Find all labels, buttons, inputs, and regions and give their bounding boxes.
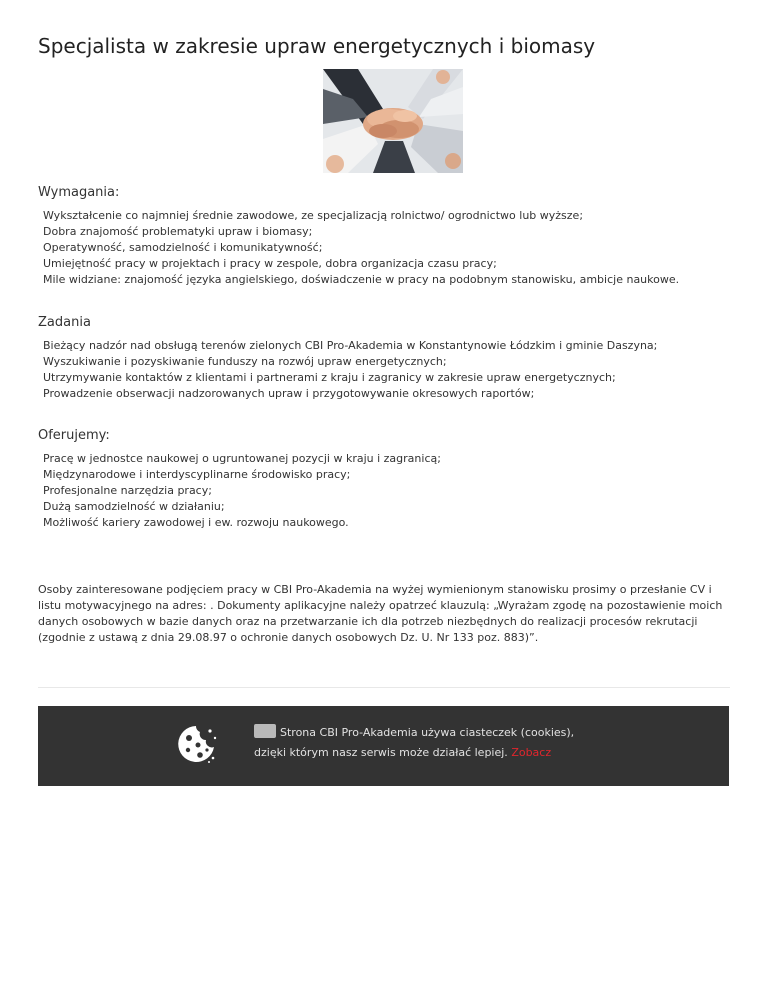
page-title: Specjalista w zakresie upraw energetycznych i biomasy [38,34,596,58]
list-item: Bieżący nadzór nad obsługą terenów zielonych CBI Pro-Akademia w Konstantynowie Łódzkim i gminie Daszyna; [43,339,658,352]
tasks-heading: Zadania [38,315,91,330]
cookie-more-link[interactable]: Zobacz [511,746,552,759]
list-item: Pracę w jednostce naukowej o ugruntowanej pozycji w kraju i zagranicą; [43,452,441,465]
offer-heading: Oferujemy: [38,428,110,443]
list-item: Wyszukiwanie i pozyskiwanie funduszy na rozwój upraw energetycznych; [43,355,447,368]
cookie-icon [176,723,218,765]
requirements-list [43,208,679,288]
teamwork-hands-image [323,69,463,173]
tasks-list [43,338,657,402]
list-item: Prowadzenie obserwacji nadzorowanych upraw i przygotowywanie okresowych raportów; [43,387,535,400]
cookie-close-button[interactable] [254,724,276,738]
list-item: Dobra znajomość problematyki upraw i biomasy; [43,225,313,238]
teamwork-hands-photo [323,69,463,173]
cookie-line-1: Strona CBI Pro-Akademia używa ciasteczek (cookies), [280,726,575,739]
list-item: Umiejętność pracy w projektach i pracy w zespole, dobra organizacja czasu pracy; [43,257,497,270]
list-item: Międzynarodowe i interdyscyplinarne środowisko pracy; [43,468,351,481]
cookie-line-2: dzięki którym nasz serwis może działać lepiej. [254,746,508,759]
cookie-message [254,723,654,763]
list-item: Profesjonalne narzędzia pracy; [43,484,212,497]
requirements-heading: Wymagania: [38,185,120,200]
cookie-bar [38,706,729,786]
list-item: Utrzymywanie kontaktów z klientami i partnerami z kraju i zagranicy w zakresie upraw energetycznych; [43,371,616,384]
list-item: Dużą samodzielność w działaniu; [43,500,225,513]
divider [38,687,730,688]
list-item: Wykształcenie co najmniej średnie zawodowe, ze specjalizacją rolnictwo/ ogrodnictwo lub wyższe; [43,209,584,222]
list-item: Mile widziane: znajomość języka angielskiego, doświadczenie w pracy na podobnym stanowisku, ambicje naukowe. [43,273,680,286]
list-item: Operatywność, samodzielność i komunikatywność; [43,241,323,254]
list-item: Możliwość kariery zawodowej i ew. rozwoju naukowego. [43,516,349,529]
application-note: Osoby zainteresowane podjęciem pracy w CBI Pro-Akademia na wyżej wymienionym stanowisku prosimy o przesłanie CV i listu motywacyjnego na adres: . Dokumenty aplikacyjne należy opatrzeć klauzulą: „Wyrażam zgodę na pozostawienie moich danych osobowych w bazie danych oraz na przetwarzanie ich dla potrzeb niezbędnych do realizacji procesów rekrutacji (zgodnie z ustawą z dnia 29.08.97 o ochronie danych osobowych Dz. U. Nr 133 poz. 883)”. [38,583,723,644]
offer-list [43,451,441,531]
